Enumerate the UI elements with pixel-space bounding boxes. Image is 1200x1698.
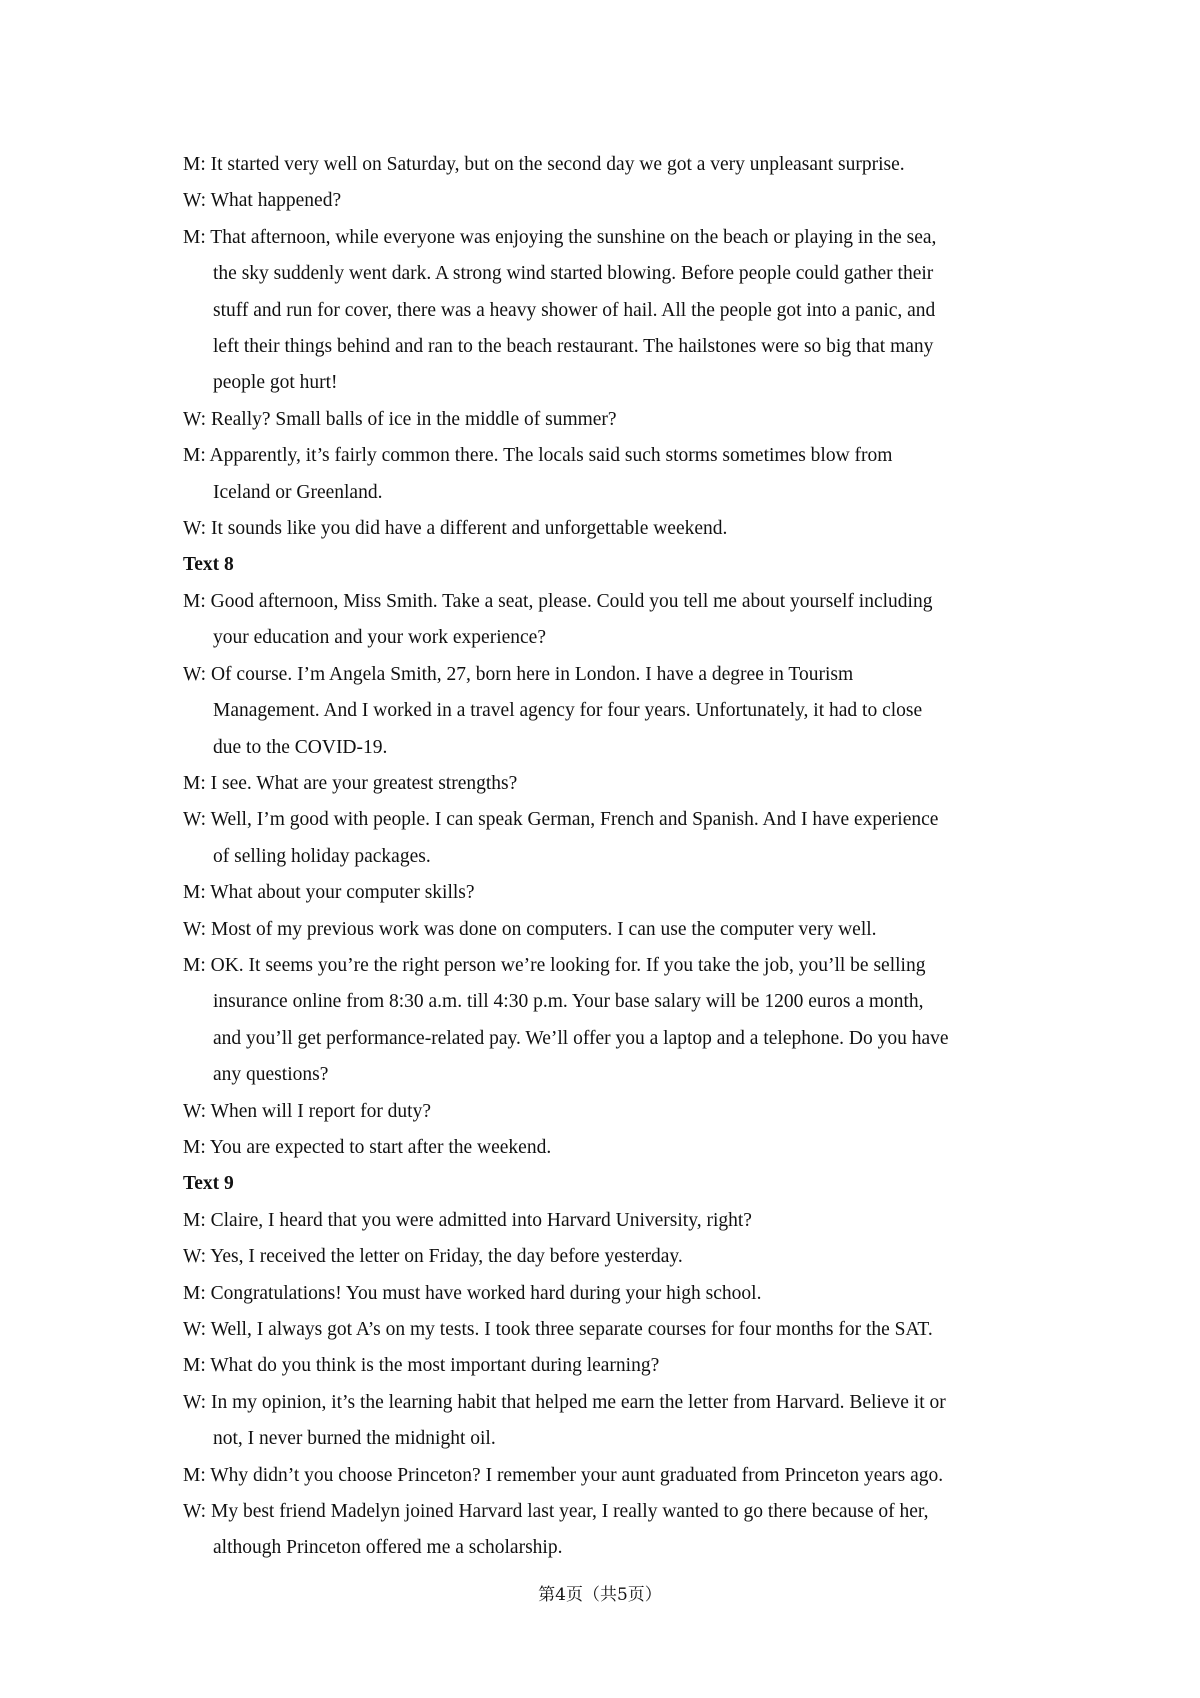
dialogue-paragraph — [183, 1094, 1033, 1130]
dialogue-line: W: Really? Small balls of ice in the middle of summer? — [183, 408, 617, 430]
dialogue-paragraph — [183, 1494, 1033, 1567]
dialogue-line: stuff and run for cover, there was a heavy shower of hail. All the people got into a panic, and — [213, 299, 936, 321]
dialogue-paragraph — [183, 1203, 1033, 1239]
dialogue-line: M: Claire, I heard that you were admitted into Harvard University, right? — [183, 1209, 752, 1231]
dialogue-line: insurance online from 8:30 a.m. till 4:30 p.m. Your base salary will be 1200 euros a month, — [213, 991, 924, 1013]
dialogue-line: of selling holiday packages. — [213, 845, 431, 867]
dialogue-paragraph — [183, 1312, 1033, 1348]
dialogue-line: M: That afternoon, while everyone was enjoying the sunshine on the beach or playing in the sea, — [183, 226, 937, 248]
dialogue-paragraph — [183, 584, 1033, 657]
dialogue-paragraph — [183, 402, 1033, 438]
dialogue-line: M: Congratulations! You must have worked hard during your high school. — [183, 1282, 762, 1304]
dialogue-line: W: It sounds like you did have a different and unforgettable weekend. — [183, 518, 728, 540]
dialogue-line: Iceland or Greenland. — [213, 481, 383, 503]
dialogue-line: due to the COVID-19. — [213, 736, 388, 758]
dialogue-line: although Princeton offered me a scholarship. — [213, 1537, 563, 1559]
dialogue-line: and you’ll get performance-related pay. We’ll offer you a laptop and a telephone. Do you have — [213, 1027, 949, 1049]
dialogue-paragraph — [183, 1348, 1033, 1384]
dialogue-paragraph — [183, 1276, 1033, 1312]
dialogue-line: left their things behind and ran to the beach restaurant. The hailstones were so big that many — [213, 336, 934, 358]
section-heading — [183, 547, 1033, 583]
dialogue-paragraph — [183, 802, 1033, 875]
dialogue-paragraph — [183, 1385, 1033, 1458]
dialogue-paragraph — [183, 1239, 1033, 1275]
dialogue-line: M: You are expected to start after the weekend. — [183, 1136, 552, 1158]
dialogue-line: W: Most of my previous work was done on computers. I can use the computer very well. — [183, 918, 877, 940]
dialogue-line: people got hurt! — [213, 372, 338, 394]
dialogue-line: W: Of course. I’m Angela Smith, 27, born here in London. I have a degree in Tourism — [183, 663, 854, 685]
dialogue-line: W: My best friend Madelyn joined Harvard last year, I really wanted to go there because of her, — [183, 1501, 929, 1523]
transcript-body — [183, 147, 1033, 1567]
dialogue-paragraph — [183, 766, 1033, 802]
dialogue-line: M: I see. What are your greatest strengths? — [183, 772, 518, 794]
dialogue-line: W: In my opinion, it’s the learning habit that helped me earn the letter from Harvard. Believe it or — [183, 1391, 946, 1413]
section-heading — [183, 1166, 1033, 1202]
dialogue-line: your education and your work experience? — [213, 627, 546, 649]
dialogue-line: M: What about your computer skills? — [183, 882, 475, 904]
dialogue-line: M: Why didn’t you choose Princeton? I remember your aunt graduated from Princeton years ago. — [183, 1464, 944, 1486]
dialogue-line: M: OK. It seems you’re the right person we’re looking for. If you take the job, you’ll be selling — [183, 954, 926, 976]
dialogue-line: the sky suddenly went dark. A strong wind started blowing. Before people could gather their — [213, 263, 934, 285]
dialogue-line: not, I never burned the midnight oil. — [213, 1428, 496, 1450]
dialogue-line: W: Well, I’m good with people. I can speak German, French and Spanish. And I have experience — [183, 809, 939, 831]
dialogue-paragraph — [183, 657, 1033, 766]
dialogue-line: Management. And I worked in a travel agency for four years. Unfortunately, it had to close — [213, 700, 923, 722]
dialogue-paragraph — [183, 511, 1033, 547]
dialogue-paragraph — [183, 948, 1033, 1094]
dialogue-paragraph — [183, 875, 1033, 911]
heading-text: Text 9 — [183, 1173, 234, 1195]
dialogue-line: M: Apparently, it’s fairly common there. The locals said such storms sometimes blow from — [183, 445, 893, 467]
dialogue-line: M: What do you think is the most important during learning? — [183, 1355, 660, 1377]
dialogue-paragraph — [183, 147, 1033, 183]
dialogue-paragraph — [183, 1458, 1033, 1494]
dialogue-paragraph — [183, 912, 1033, 948]
dialogue-paragraph — [183, 1130, 1033, 1166]
dialogue-line: W: When will I report for duty? — [183, 1100, 432, 1122]
dialogue-paragraph — [183, 220, 1033, 402]
dialogue-paragraph — [183, 183, 1033, 219]
heading-text: Text 8 — [183, 554, 234, 576]
dialogue-line: M: Good afternoon, Miss Smith. Take a seat, please. Could you tell me about yourself including — [183, 590, 933, 612]
dialogue-line: M: It started very well on Saturday, but on the second day we got a very unpleasant surprise. — [183, 154, 905, 175]
page-number: 第4页（共5页） — [538, 1585, 662, 1605]
dialogue-paragraph — [183, 438, 1033, 511]
dialogue-line: W: Yes, I received the letter on Friday, the day before yesterday. — [183, 1246, 683, 1268]
dialogue-line: any questions? — [213, 1064, 329, 1086]
dialogue-line: W: What happened? — [183, 190, 342, 212]
dialogue-line: W: Well, I always got A’s on my tests. I took three separate courses for four months for the SAT. — [183, 1319, 933, 1340]
